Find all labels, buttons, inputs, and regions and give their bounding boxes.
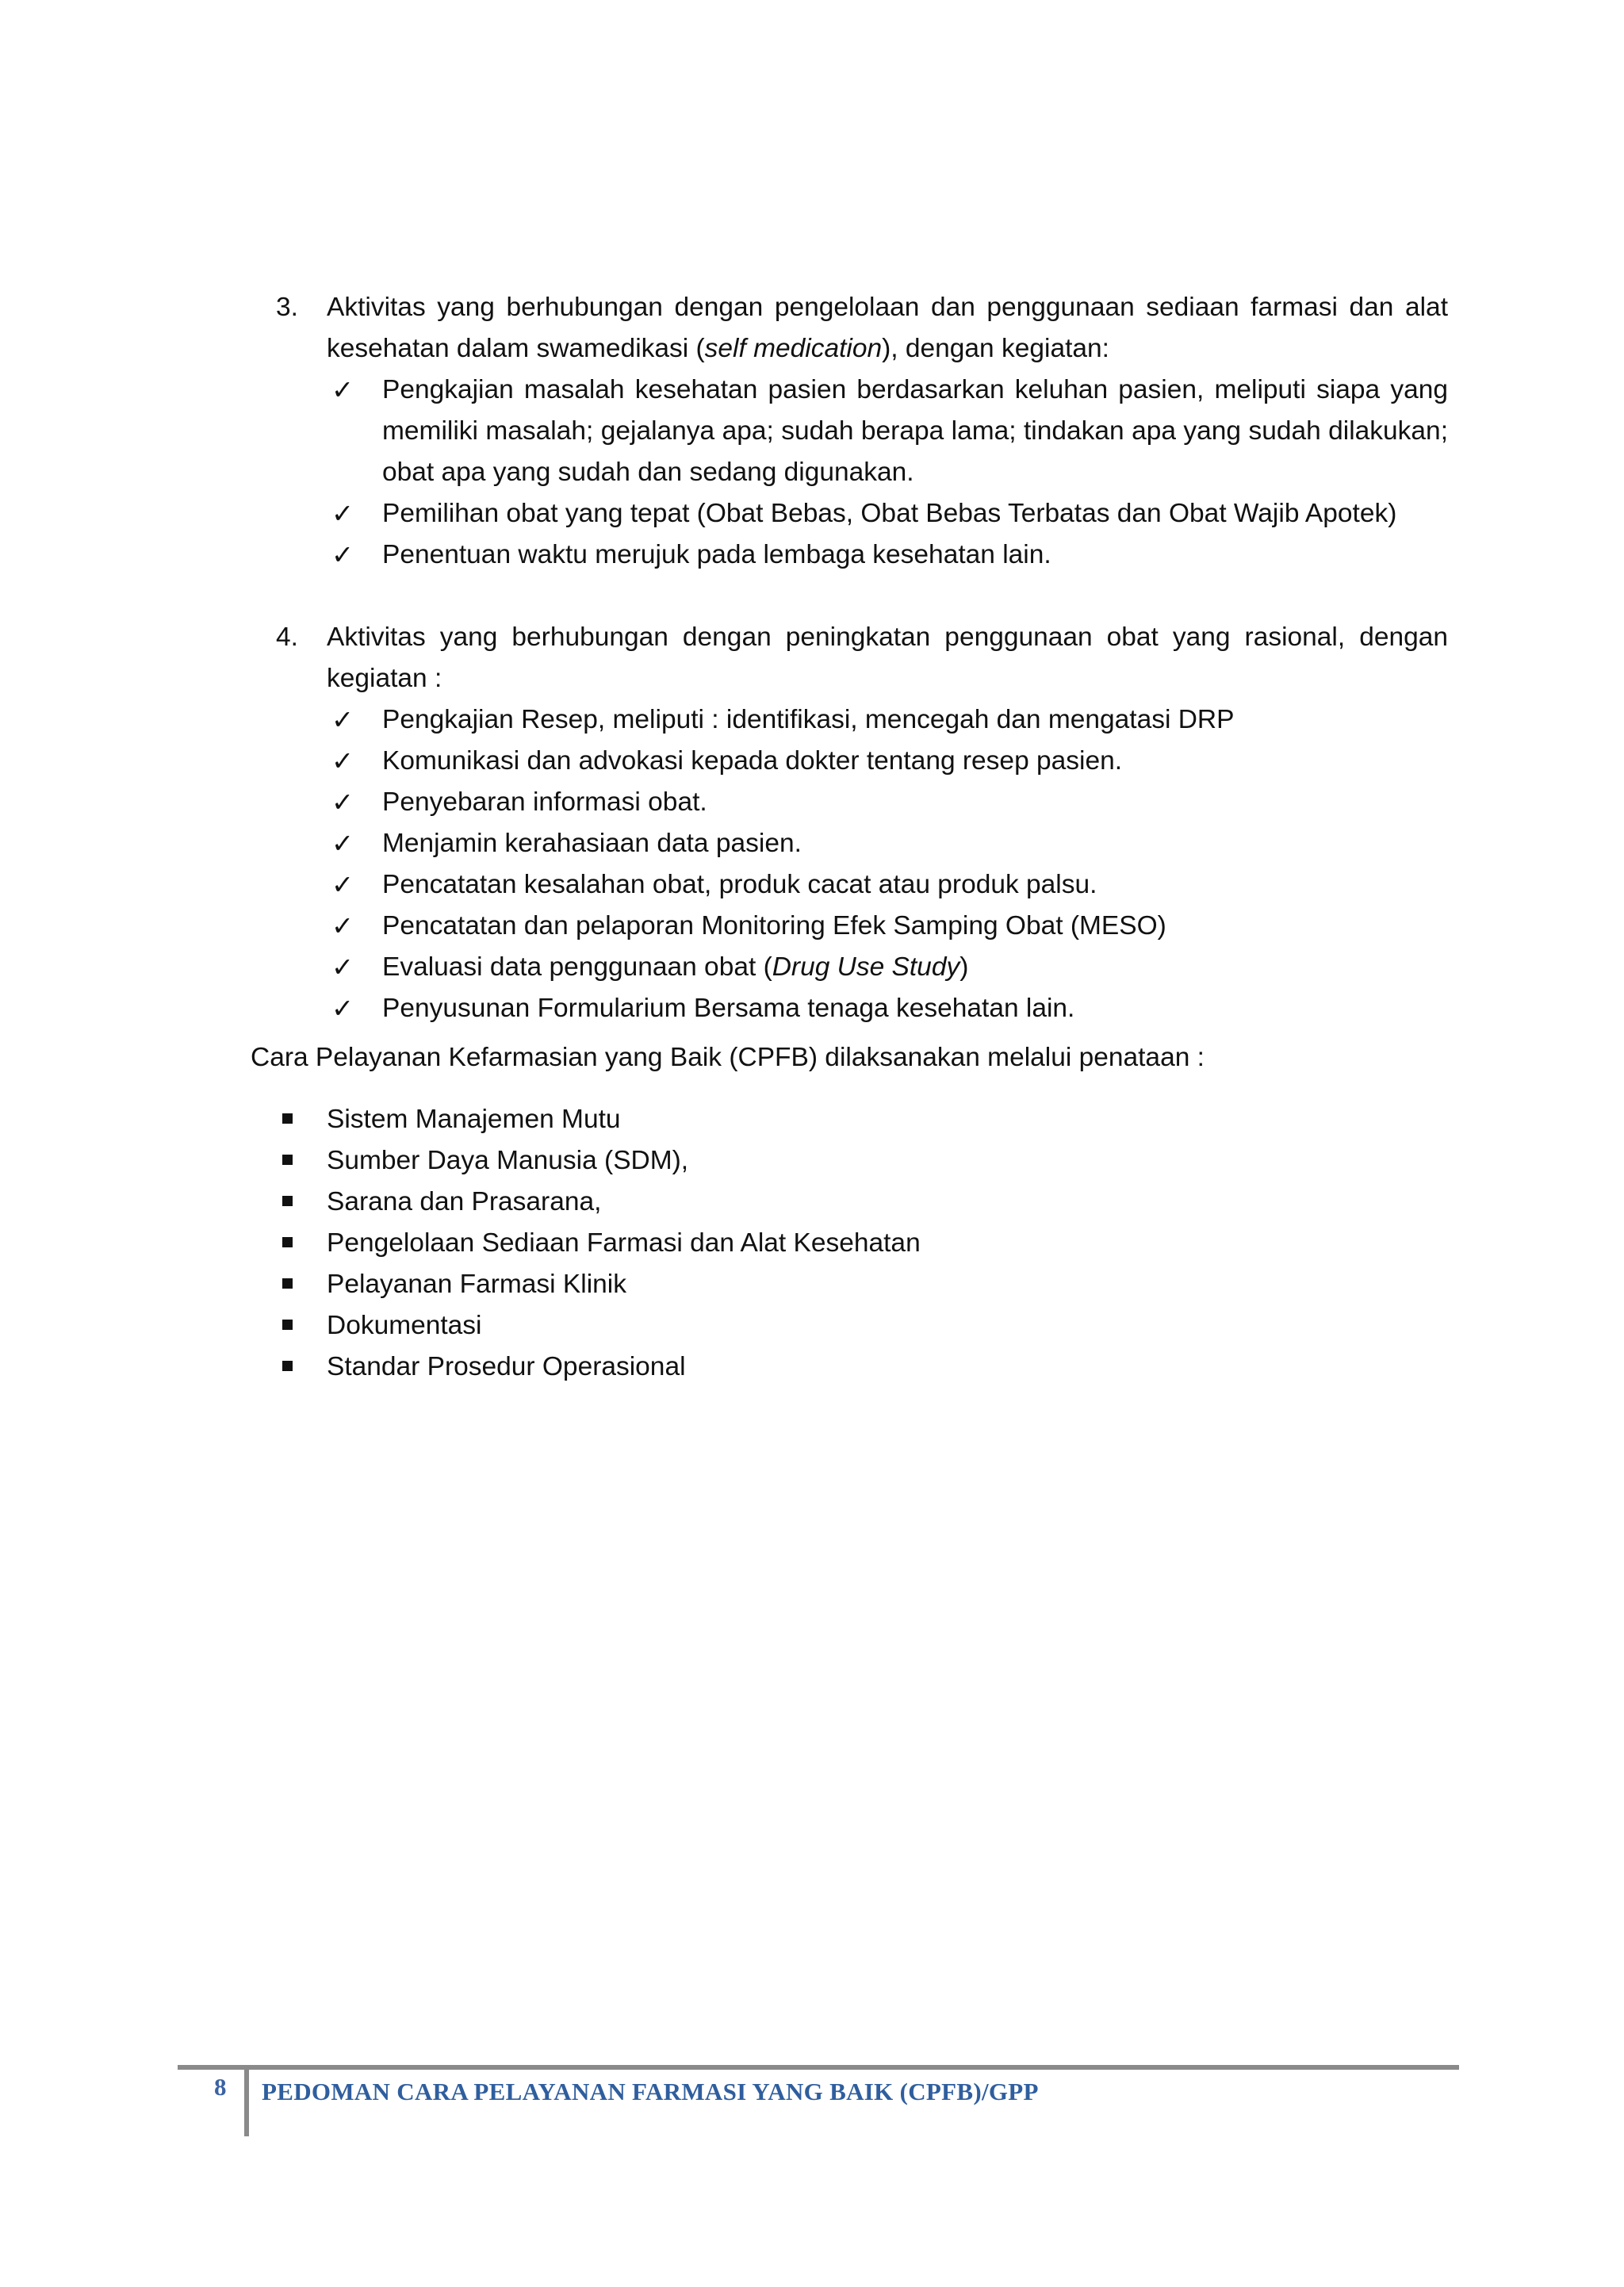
- check-list: [327, 699, 1448, 1029]
- check-item-text: Menjamin kerahasiaan data pasien.: [382, 829, 802, 858]
- square-bullet-icon: [282, 1278, 293, 1289]
- checkmark-icon: ✓: [331, 374, 354, 405]
- square-bullet-icon: [282, 1196, 293, 1206]
- item-text-italic: self medication: [704, 334, 883, 363]
- page-number: 8: [214, 2073, 227, 2101]
- check-item: [327, 741, 1448, 782]
- checkmark-icon: ✓: [331, 910, 354, 941]
- check-item: [327, 370, 1448, 493]
- item-text-part: Aktivitas yang berhubungan dengan pengelolaan dan penggunaan sediaan farmasi dan alat kesehatan dalam swamedikasi (: [327, 293, 1448, 363]
- check-item-text: Pengkajian Resep, meliputi : identifikasi, mencegah dan mengatasi DRP: [382, 705, 1235, 734]
- cpfb-item-text: Pelayanan Farmasi Klinik: [327, 1270, 626, 1299]
- checkmark-icon: ✓: [331, 745, 354, 776]
- check-item-text: Pencatatan kesalahan obat, produk cacat atau produk palsu.: [382, 870, 1097, 899]
- footer-title: PEDOMAN CARA PELAYANAN FARMASI YANG BAIK (CPFB)/GPP: [262, 2078, 1039, 2105]
- item-text: [327, 287, 1448, 370]
- cpfb-list-item: [276, 1223, 1448, 1264]
- square-bullet-icon: [282, 1155, 293, 1165]
- cpfb-list-item: [276, 1140, 1448, 1182]
- check-item: [327, 823, 1448, 864]
- cpfb-item-text: Sistem Manajemen Mutu: [327, 1105, 621, 1134]
- check-item-text: Komunikasi dan advokasi kepada dokter tentang resep pasien.: [382, 746, 1123, 776]
- cpfb-list-item: [276, 1305, 1448, 1347]
- cpfb-list-item: [276, 1182, 1448, 1223]
- square-bullet-icon: [282, 1320, 293, 1330]
- item-number: 4.: [276, 623, 298, 652]
- check-item-text: Penyusunan Formularium Bersama tenaga kesehatan lain.: [382, 994, 1075, 1023]
- spacer: [251, 576, 1448, 617]
- numbered-item-4: [251, 617, 1448, 1029]
- check-item: [327, 988, 1448, 1029]
- check-item: [327, 906, 1448, 947]
- square-bullet-icon: [282, 1113, 293, 1124]
- checkmark-icon: ✓: [331, 704, 354, 735]
- check-item-text: Penyebaran informasi obat.: [382, 787, 707, 817]
- cpfb-list-item: [276, 1347, 1448, 1388]
- check-item-text: Evaluasi data penggunaan obat (: [382, 952, 772, 982]
- item-text: Aktivitas yang berhubungan dengan peningkatan penggunaan obat yang rasional, dengan kegiatan :: [327, 623, 1448, 693]
- checkmark-icon: ✓: [331, 787, 354, 818]
- check-item-text: Pengkajian masalah kesehatan pasien berdasarkan keluhan pasien, meliputi siapa yang memiliki masalah; gejalanya apa; sudah berapa lama; tindakan apa yang sudah dilakukan; obat apa yang sudah dan sedang digunakan.: [382, 375, 1448, 487]
- cpfb-item-text: Standar Prosedur Operasional: [327, 1352, 686, 1381]
- spacer: [251, 1078, 1448, 1099]
- checkmark-icon: ✓: [331, 952, 354, 983]
- check-item-text: Penentuan waktu merujuk pada lembaga kesehatan lain.: [382, 540, 1051, 569]
- item-number: 3.: [276, 293, 298, 322]
- check-item: [327, 782, 1448, 823]
- cpfb-intro-paragraph: Cara Pelayanan Kefarmasian yang Baik (CPFB) dilaksanakan melalui penataan :: [251, 1043, 1205, 1072]
- check-item-text: Pencatatan dan pelaporan Monitoring Efek Samping Obat (MESO): [382, 911, 1166, 940]
- check-item: [327, 864, 1448, 906]
- page-content: [251, 287, 1448, 1388]
- check-list: [327, 370, 1448, 576]
- check-item-text: ): [959, 952, 969, 982]
- footer-vertical-rule: [244, 2070, 249, 2136]
- check-item: [327, 534, 1448, 576]
- check-item: [327, 493, 1448, 534]
- cpfb-item-text: Sarana dan Prasarana,: [327, 1187, 602, 1216]
- checkmark-icon: ✓: [331, 869, 354, 900]
- checkmark-icon: ✓: [331, 539, 354, 570]
- cpfb-list-item: [276, 1264, 1448, 1305]
- numbered-item-3: [251, 287, 1448, 576]
- cpfb-item-text: Sumber Daya Manusia (SDM),: [327, 1146, 689, 1175]
- checkmark-icon: ✓: [331, 828, 354, 859]
- check-item: [327, 699, 1448, 741]
- cpfb-list: [251, 1099, 1448, 1388]
- checkmark-icon: ✓: [331, 498, 354, 529]
- check-item-text: Pemilihan obat yang tepat (Obat Bebas, Obat Bebas Terbatas dan Obat Wajib Apotek): [382, 499, 1397, 528]
- check-item-italic: Drug Use Study: [772, 952, 960, 982]
- cpfb-list-item: [276, 1099, 1448, 1140]
- spacer: [251, 1029, 1448, 1037]
- footer-horizontal-rule: [178, 2065, 1459, 2070]
- square-bullet-icon: [282, 1237, 293, 1247]
- checkmark-icon: ✓: [331, 993, 354, 1024]
- square-bullet-icon: [282, 1361, 293, 1371]
- cpfb-item-text: Pengelolaan Sediaan Farmasi dan Alat Kesehatan: [327, 1228, 921, 1258]
- cpfb-item-text: Dokumentasi: [327, 1311, 482, 1340]
- item-text-part: ), dengan kegiatan:: [882, 334, 1109, 363]
- check-item: [327, 947, 1448, 988]
